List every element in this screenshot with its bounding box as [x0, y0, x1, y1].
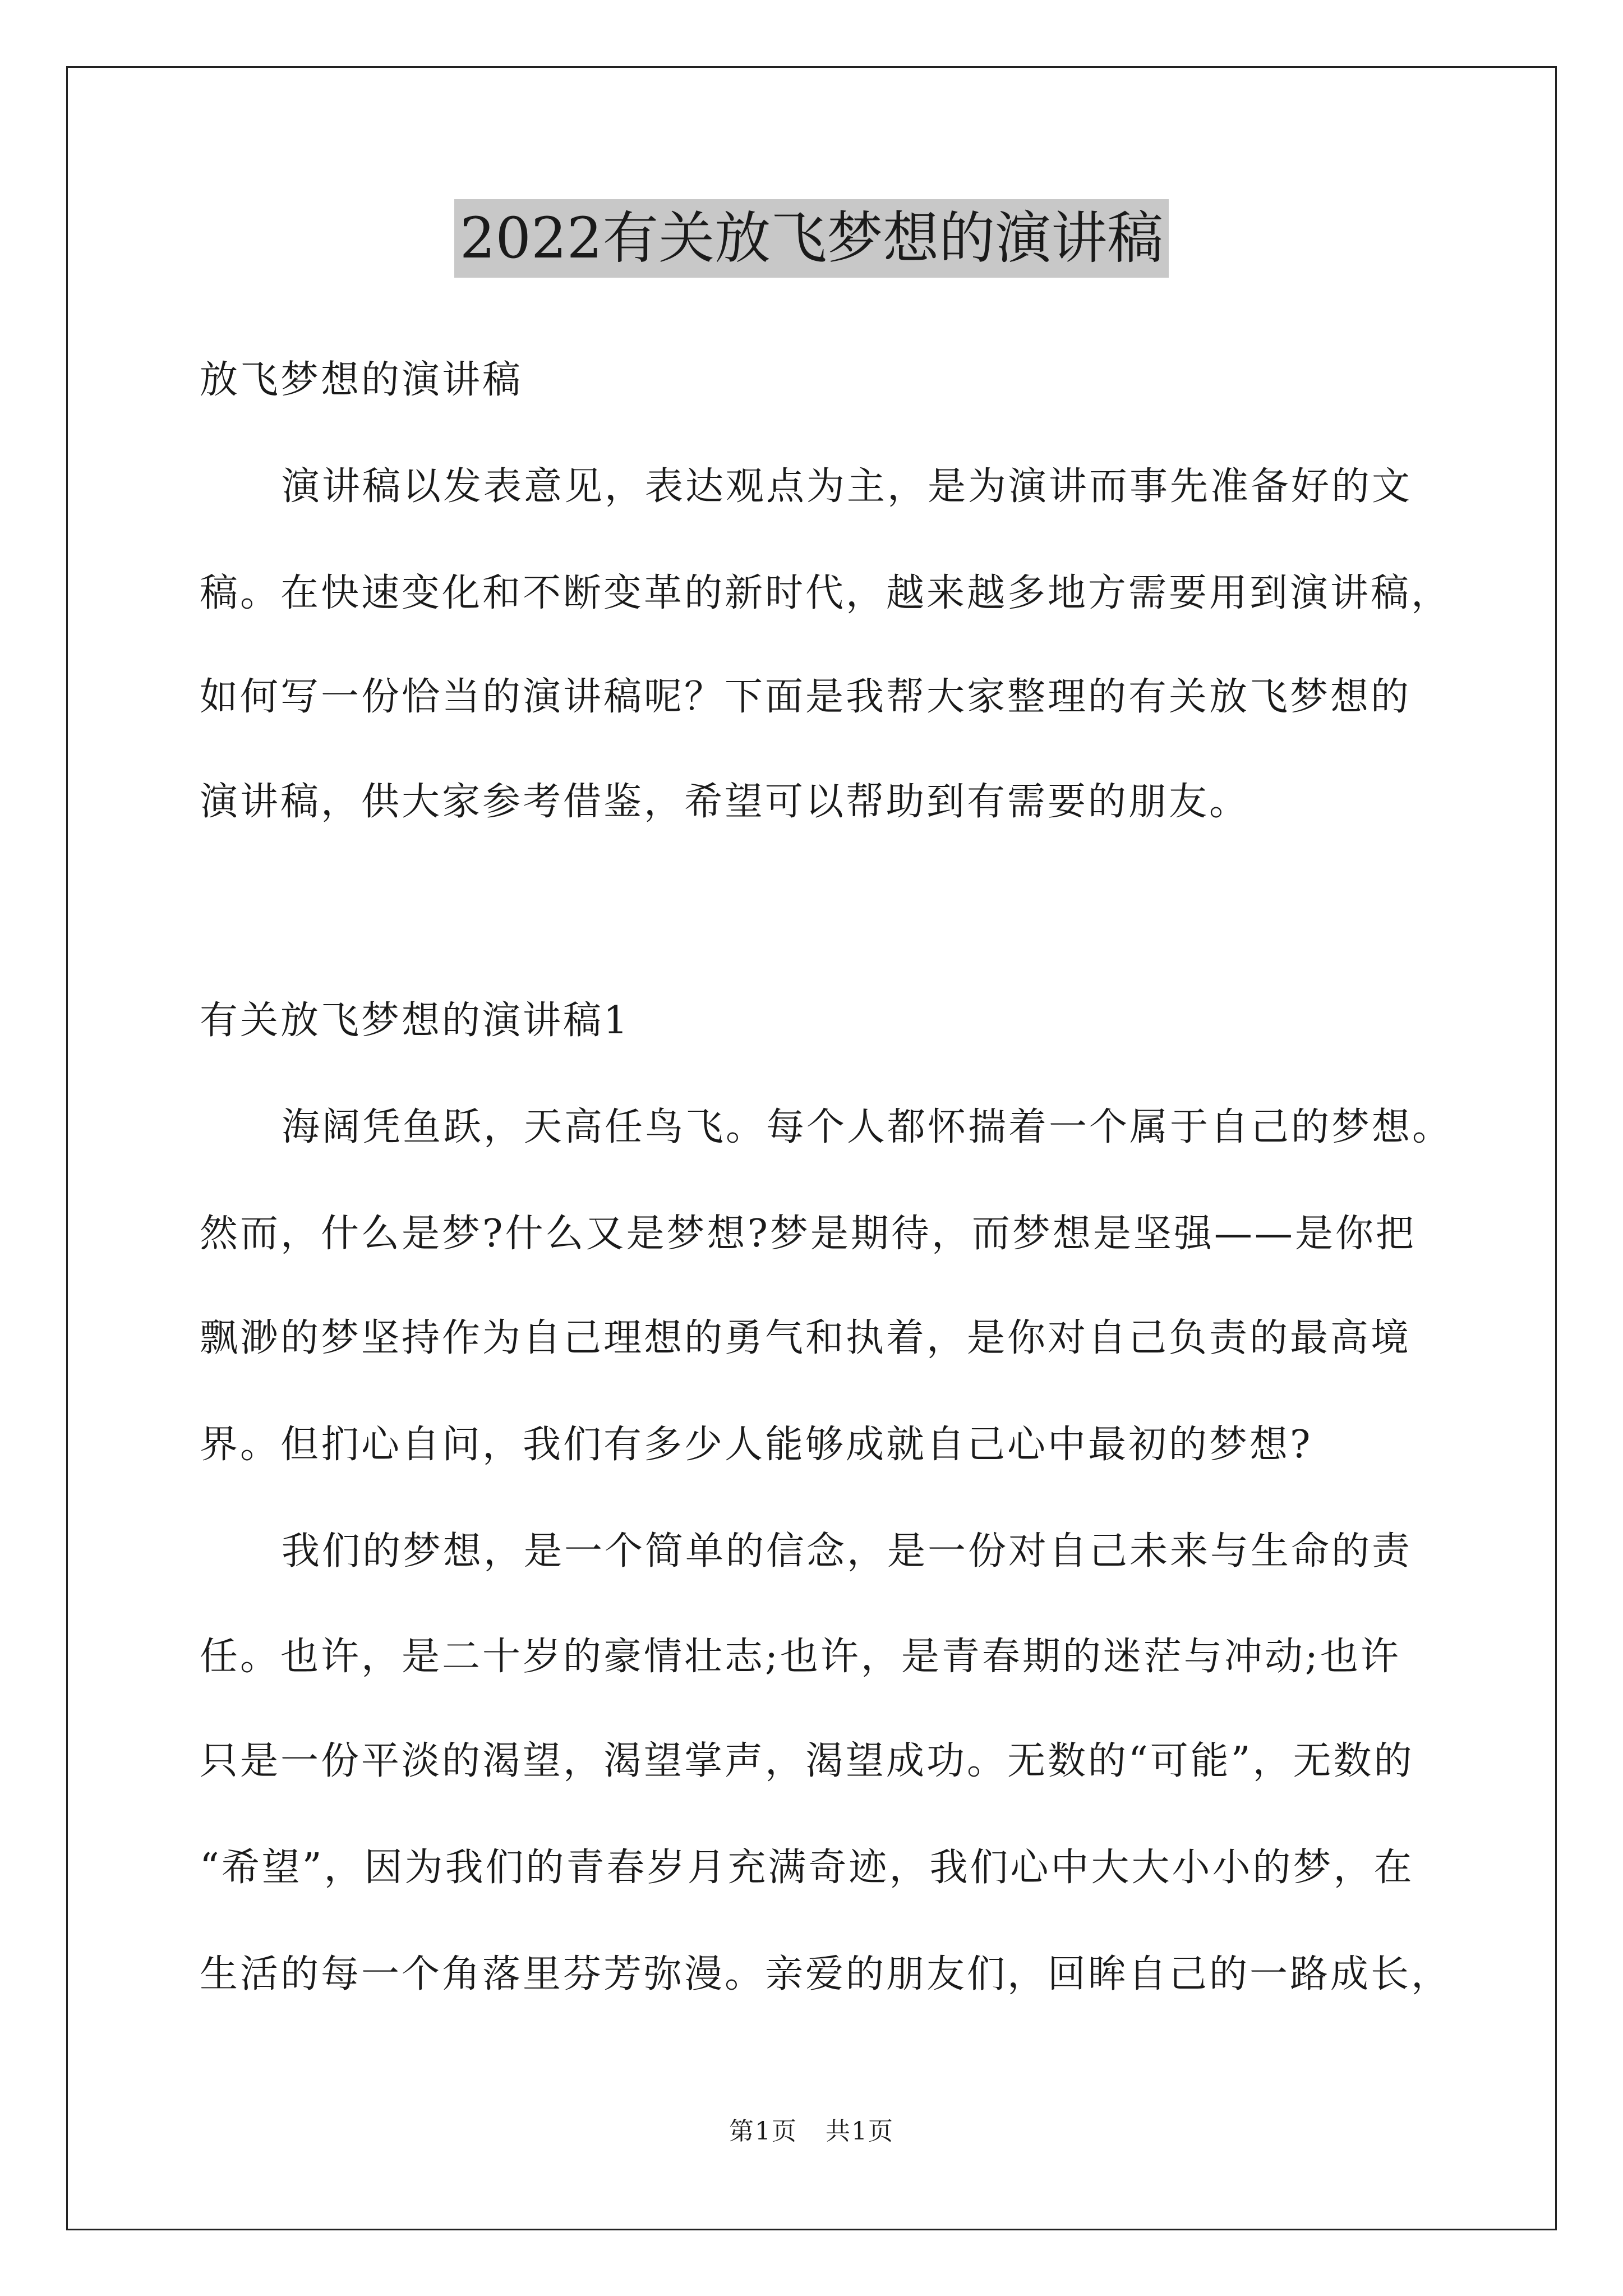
- section-heading: 有关放飞梦想的演讲稿1: [200, 999, 630, 1043]
- section-heading: 放飞梦想的演讲稿: [200, 358, 523, 402]
- paragraph-line: 我们的梦想，是一个简单的信念，是一份对自己未来与生命的责: [282, 1529, 1413, 1573]
- paragraph-line: 演讲稿，供大家参考借鉴，希望可以帮助到有需要的朋友。: [200, 780, 1250, 824]
- document-title: 2022有关放飞梦想的演讲稿: [454, 199, 1169, 278]
- paragraph-line: 生活的每一个角落里芬芳弥漫。亲爱的朋友们，回眸自己的一路成长，: [200, 1952, 1452, 1996]
- paragraph-line: 飘渺的梦坚持作为自己理想的勇气和执着，是你对自己负责的最高境: [200, 1316, 1412, 1360]
- paragraph-line: 如何写一份恰当的演讲稿呢？下面是我帮大家整理的有关放飞梦想的: [200, 675, 1412, 719]
- paragraph-line: 只是一份平淡的渴望，渴望掌声，渴望成功。无数的“可能”，无数的: [200, 1739, 1414, 1783]
- page-number: 第1页: [729, 2117, 797, 2146]
- paragraph-line: “希望”，因为我们的青春岁月充满奇迹，我们心中大大小小的梦，在: [200, 1846, 1414, 1890]
- page-total: 共1页: [826, 2117, 894, 2146]
- paragraph-line: 稿。在快速变化和不断变革的新时代，越来越多地方需要用到演讲稿，: [200, 571, 1452, 615]
- document-title-container: [0, 199, 1623, 283]
- paragraph-line: 演讲稿以发表意见，表达观点为主，是为演讲而事先准备好的文: [282, 464, 1413, 509]
- paragraph-line: 海阔凭鱼跃，天高任鸟飞。每个人都怀揣着一个属于自己的梦想。: [282, 1105, 1453, 1149]
- paragraph-line: 界。但扪心自问，我们有多少人能够成就自己心中最初的梦想?: [200, 1423, 1313, 1467]
- paragraph-line: 任。也许，是二十岁的豪情壮志;也许，是青春期的迷茫与冲动;也许: [200, 1635, 1401, 1679]
- page-footer: [0, 2115, 1623, 2148]
- paragraph-line: 然而，什么是梦?什么又是梦想?梦是期待，而梦想是坚强——是你把: [200, 1212, 1416, 1256]
